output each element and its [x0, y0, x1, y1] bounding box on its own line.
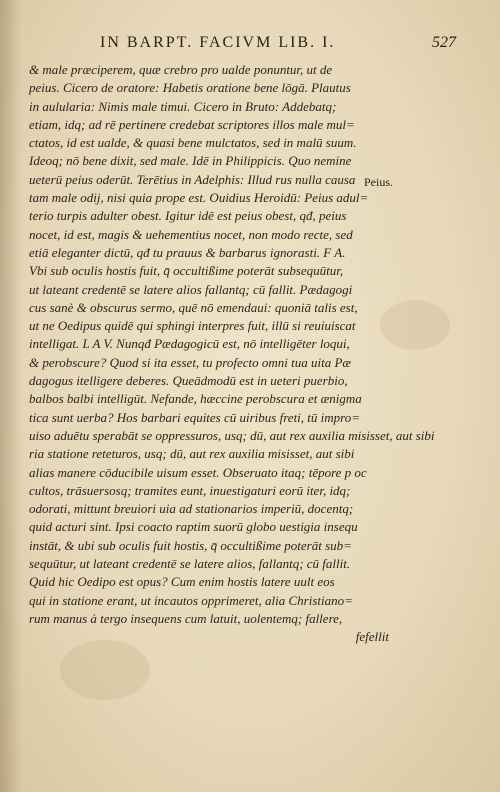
text-line: qui in statione erant, ut incautos opprimeret, alia Christiano= [29, 592, 353, 608]
text-line: in aulularia: Nimis male timui. Cicero in Bruto: Addebatq; [29, 98, 337, 114]
text-line: balbos balbi intelligūt. Nefande, hæccine perobscura et ænigma [29, 391, 362, 407]
text-line: terio turpis adulter obest. Igitur idē est peius obest, qđ, peius [29, 208, 347, 224]
text-line: instāt, & ubi sub oculis fuit hostis, q̄ occultißime poterāt sub= [29, 537, 352, 553]
paper-stain [60, 640, 150, 700]
text-line: Quid hic Oedipo est opus? Cum enim hostis latere uult eos [29, 574, 335, 590]
text-line: nocet, id est, magis & uehementius nocet, non modo recte, sed [29, 226, 353, 242]
gutter-shadow [0, 0, 22, 792]
text-line: ueterū peius oderūt. Terētius in Adelphis: Illud rus nulla causa [29, 171, 356, 187]
text-line: Vbi sub oculis hostis fuit, q̄ occultißime poterāt subsequūtur, [29, 263, 344, 279]
text-line: tam male odij, nisi quia prope est. Ouidius Heroidū: Peius adul= [29, 190, 369, 206]
text-line: odorati, mittunt breuiori uia ad stationarios imperiū, docentq; [29, 501, 354, 517]
text-line: tica sunt uerba? Hos barbari equites cū uiribus freti, tū impro= [29, 409, 360, 425]
text-line: ut lateant credentē se latere alios fallantq; cū fallit. Pædagogi [29, 281, 353, 297]
text-line: etiam, idq; ad rē pertinere credebat scriptores illos male mul= [29, 116, 355, 132]
text-line: Ideoq; nō bene dixit, sed male. Idē in Philippicis. Quo nemine [29, 153, 352, 169]
text-line: & male præciperem, quæ crebro pro ualde ponuntur, ut de [29, 62, 333, 77]
text-line: rum manus à tergo insequens cum latuit, uolentemq; fallere, [29, 610, 343, 626]
running-head: IN BARPT. FACIVM LIB. I. [100, 34, 336, 51]
text-line: cultos, trāsuersosq; tramites eunt, inuestigaturi eorū iter, idq; [29, 482, 351, 498]
text-line: sequūtur, ut lateant credentē se latere alios, fallantq; cū fallit. [29, 556, 351, 572]
page-header [0, 34, 500, 54]
text-line: cus sanè & obscurus sermo, quē nō emendaui: quoniā talis est, [29, 299, 358, 315]
text-line: peius. Cicero de oratore: Habetis oratione bene lōgā. Plautus [29, 80, 351, 96]
text-line: ut ne Oedipus quidē qui sphingi interpres fuit, illū si reuiuiscat [29, 318, 356, 334]
text-line: ria statione reteturos, usq; dū, aut rex auxilia misisset, aut sibi [29, 446, 355, 462]
text-line: dagogus itelligere deberes. Queādmodū est in ueteri puerbio, [29, 373, 348, 389]
text-line: ctatos, id est ualde, & quasi bene mulctatos, sed in malū suum. [29, 135, 357, 151]
margin-note: Peius. [364, 175, 394, 189]
text-line: alias manere cōducibile uisum esset. Obseruato itaq; tēpore p oc [29, 464, 367, 480]
paper-stain [380, 300, 450, 350]
page-number: 527 [432, 34, 456, 51]
text-line: intelligat. L A V. Nunqđ Pædagogicū est, nō intelligēter loqui, [29, 336, 350, 352]
body-text [29, 61, 435, 647]
text-line: etiā eleganter dictū, qđ tu prauus & barbarus ignorasti. F A. [29, 244, 346, 260]
text-line: uiso aduētu sperabāt se oppressuros, usq; dū, aut rex auxilia misisset, aut sibi [29, 427, 435, 443]
catchword: fefellit [355, 629, 389, 645]
text-line: quid acturi sint. Ipsi coacto raptim suorū globo uestigia insequ [29, 519, 358, 535]
text-line: & perobscure? Quod si ita esset, tu profecto omni tua uita Pæ [29, 354, 352, 370]
